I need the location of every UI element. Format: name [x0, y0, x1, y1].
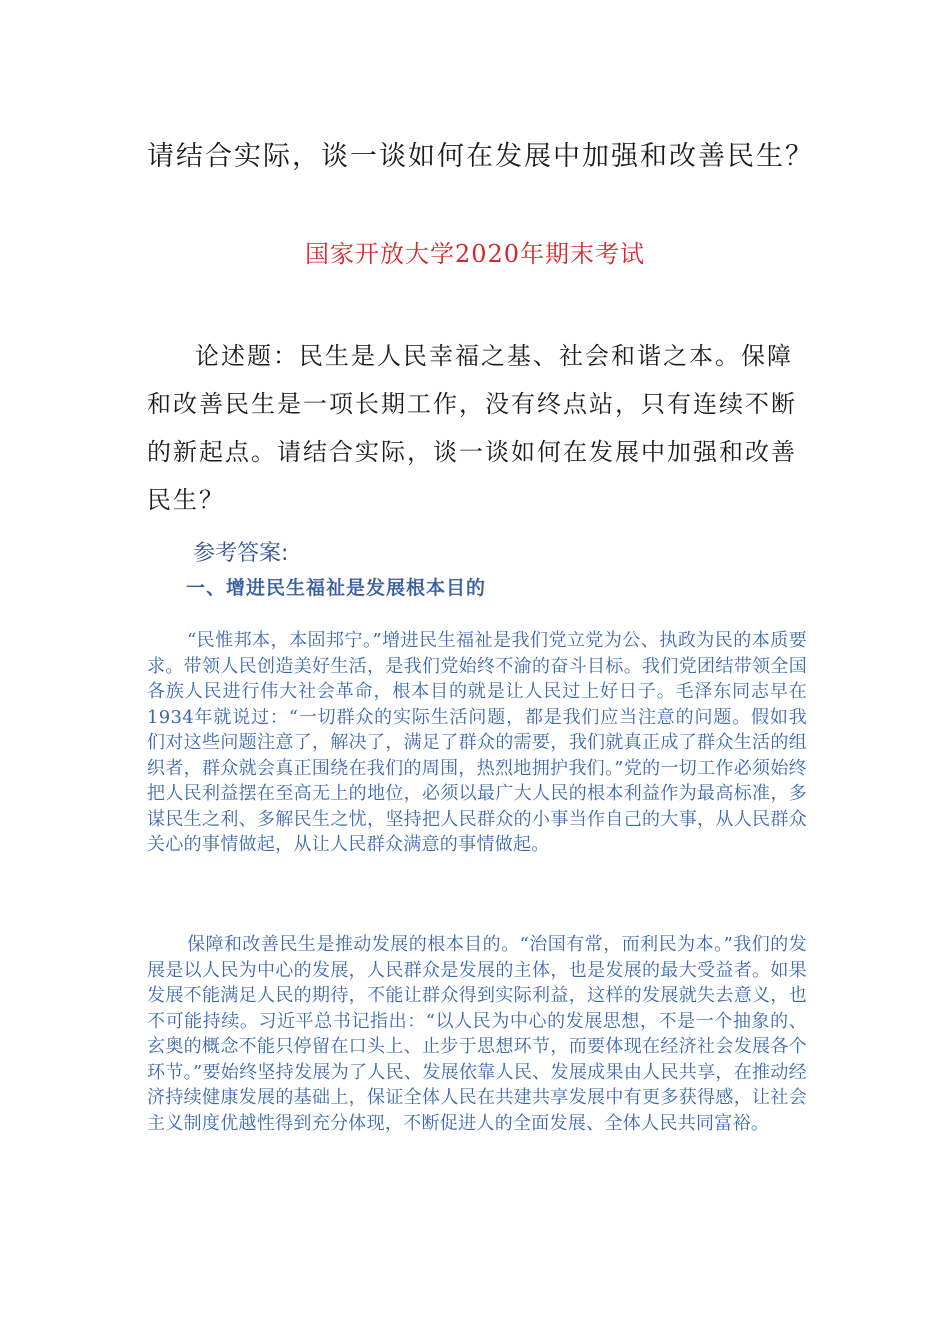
answer-paragraph-1: “民惟邦本，本固邦宁。”增进民生福祉是我们党立党为公、执政为民的本质要求。带领人民创造美好生活，是我们党始终不渝的奋斗目标。我们党团结带领全国各族人民进行伟大社会革命，根本目的就是让人民过上好日子。毛泽东同志早在1934年就说过：“一切群众的实际生活问题，都是我们应当注意的问题。假如我们对这些问题注意了，解决了，满足了群众的需要，我们就真正成了群众生活的组织者，群众就会真正围绕在我们的周围，热烈地拥护我们。”党的一切工作必须始终把人民利益摆在至高无上的地位，必须以最广大人民的根本利益作为最高标准，多谋民生之利、多解民生之忧，坚持把人民群众的小事当作自己的大事，从人民群众关心的事情做起，从让人民群众满意的事情做起。 [147, 630, 807, 855]
document-title: 请结合实际，谈一谈如何在发展中加强和改善民生？ [147, 141, 814, 172]
essay-question: 论述题：民生是人民幸福之基、社会和谐之本。保障和改善民生是一项长期工作，没有终点站，只有连续不断的新起点。请结合实际，谈一谈如何在发展中加强和改善民生？ [147, 342, 797, 514]
reference-answer-label: 参考答案: [193, 541, 289, 566]
exam-subtitle: 国家开放大学2020年期末考试 [304, 240, 646, 268]
section-heading: 一、增进民生福祉是发展根本目的 [186, 577, 487, 599]
answer-paragraph-2: 保障和改善民生是推动发展的根本目的。“治国有常，而利民为本。”我们的发展是以人民为中心的发展，人民群众是发展的主体，也是发展的最大受益者。如果发展不能满足人民的期待，不能让群众得到实际利益，这样的发展就失去意义，也不可能持续。习近平总书记指出：“以人民为中心的发展思想，不是一个抽象的、玄奥的概念不能只停留在口头上、止步于思想环节，而要体现在经济社会发展各个环节。”要始终坚持发展为了人民、发展依靠人民、发展成果由人民共享，在推动经济持续健康发展的基础上，保证全体人民在共建共享发展中有更多获得感，让社会主义制度优越性得到充分体现，不断促进人的全面发展、全体人民共同富裕。 [147, 934, 807, 1134]
